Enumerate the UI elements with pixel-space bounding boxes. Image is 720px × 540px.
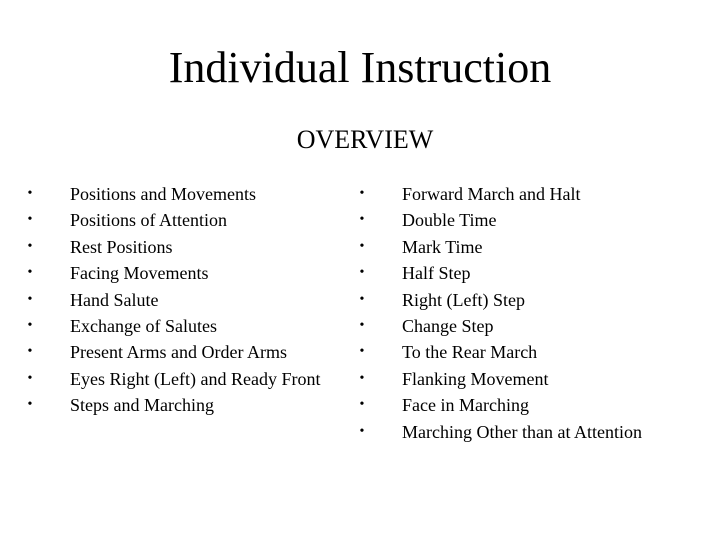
bullet-icon: •: [27, 186, 33, 201]
bullet-icon: •: [359, 291, 365, 307]
bullet-icon: •: [27, 238, 33, 254]
list-item: [356, 234, 716, 260]
bullet-icon: •: [27, 370, 33, 386]
list-item-text: Rest Positions: [70, 236, 173, 257]
list-item: [356, 207, 716, 233]
bullet-icon: •: [359, 265, 365, 281]
list-item: [24, 287, 364, 313]
list-item: [356, 181, 716, 207]
bullet-icon: •: [359, 344, 365, 360]
list-item: [356, 366, 716, 392]
bullet-icon: •: [359, 318, 365, 334]
list-item: [356, 313, 716, 339]
slide-title: Individual Instruction: [168, 43, 552, 92]
bullet-icon: •: [27, 397, 33, 413]
bullet-icon: •: [27, 318, 33, 334]
bullet-icon: •: [359, 238, 365, 254]
list-item: [24, 392, 364, 418]
left-bullet-list: [24, 181, 364, 419]
bullet-icon: •: [27, 212, 33, 228]
list-item-text: Right (Left) Step: [402, 289, 525, 310]
bullet-icon: •: [359, 397, 365, 413]
slide-subtitle: OVERVIEW: [296, 125, 434, 154]
bullet-icon: •: [27, 291, 33, 307]
list-item: [24, 234, 364, 260]
list-item: [356, 260, 716, 286]
list-item: [24, 207, 364, 233]
list-item-text: Change Step: [402, 316, 494, 337]
list-item: [356, 287, 716, 313]
list-item-text: Eyes Right (Left) and Ready Front: [70, 368, 321, 389]
list-item: [356, 339, 716, 365]
list-item: [356, 419, 716, 445]
list-item: [24, 313, 364, 339]
list-item-text: Hand Salute: [70, 289, 159, 310]
list-item-text: Facing Movements: [70, 263, 209, 284]
list-item-text: Marching Other than at Attention: [402, 421, 642, 442]
list-item-text: Steps and Marching: [70, 395, 214, 416]
list-item: [24, 339, 364, 365]
list-item: [356, 392, 716, 418]
list-item-text: Flanking Movement: [402, 368, 549, 389]
list-item: [24, 181, 364, 207]
bullet-icon: •: [359, 212, 365, 228]
list-item-text: Mark Time: [402, 236, 483, 257]
bullet-icon: •: [27, 265, 33, 281]
list-item-text: To the Rear March: [402, 342, 538, 363]
list-item-text: Forward March and Halt: [402, 184, 581, 204]
list-item-text: Half Step: [402, 263, 471, 284]
list-item-text: Face in Marching: [402, 395, 529, 416]
bullet-icon: •: [359, 370, 365, 386]
bullet-icon: •: [27, 344, 33, 360]
list-item-text: Positions and Movements: [70, 184, 257, 204]
list-item-text: Exchange of Salutes: [70, 316, 217, 337]
bullet-icon: •: [359, 423, 365, 439]
list-item-text: Present Arms and Order Arms: [70, 342, 287, 363]
list-item-text: Double Time: [402, 210, 497, 231]
right-bullet-list: [356, 181, 716, 445]
list-item-text: Positions of Attention: [70, 210, 228, 231]
list-item: [24, 366, 364, 392]
bullet-icon: •: [359, 186, 365, 201]
list-item: [24, 260, 364, 286]
